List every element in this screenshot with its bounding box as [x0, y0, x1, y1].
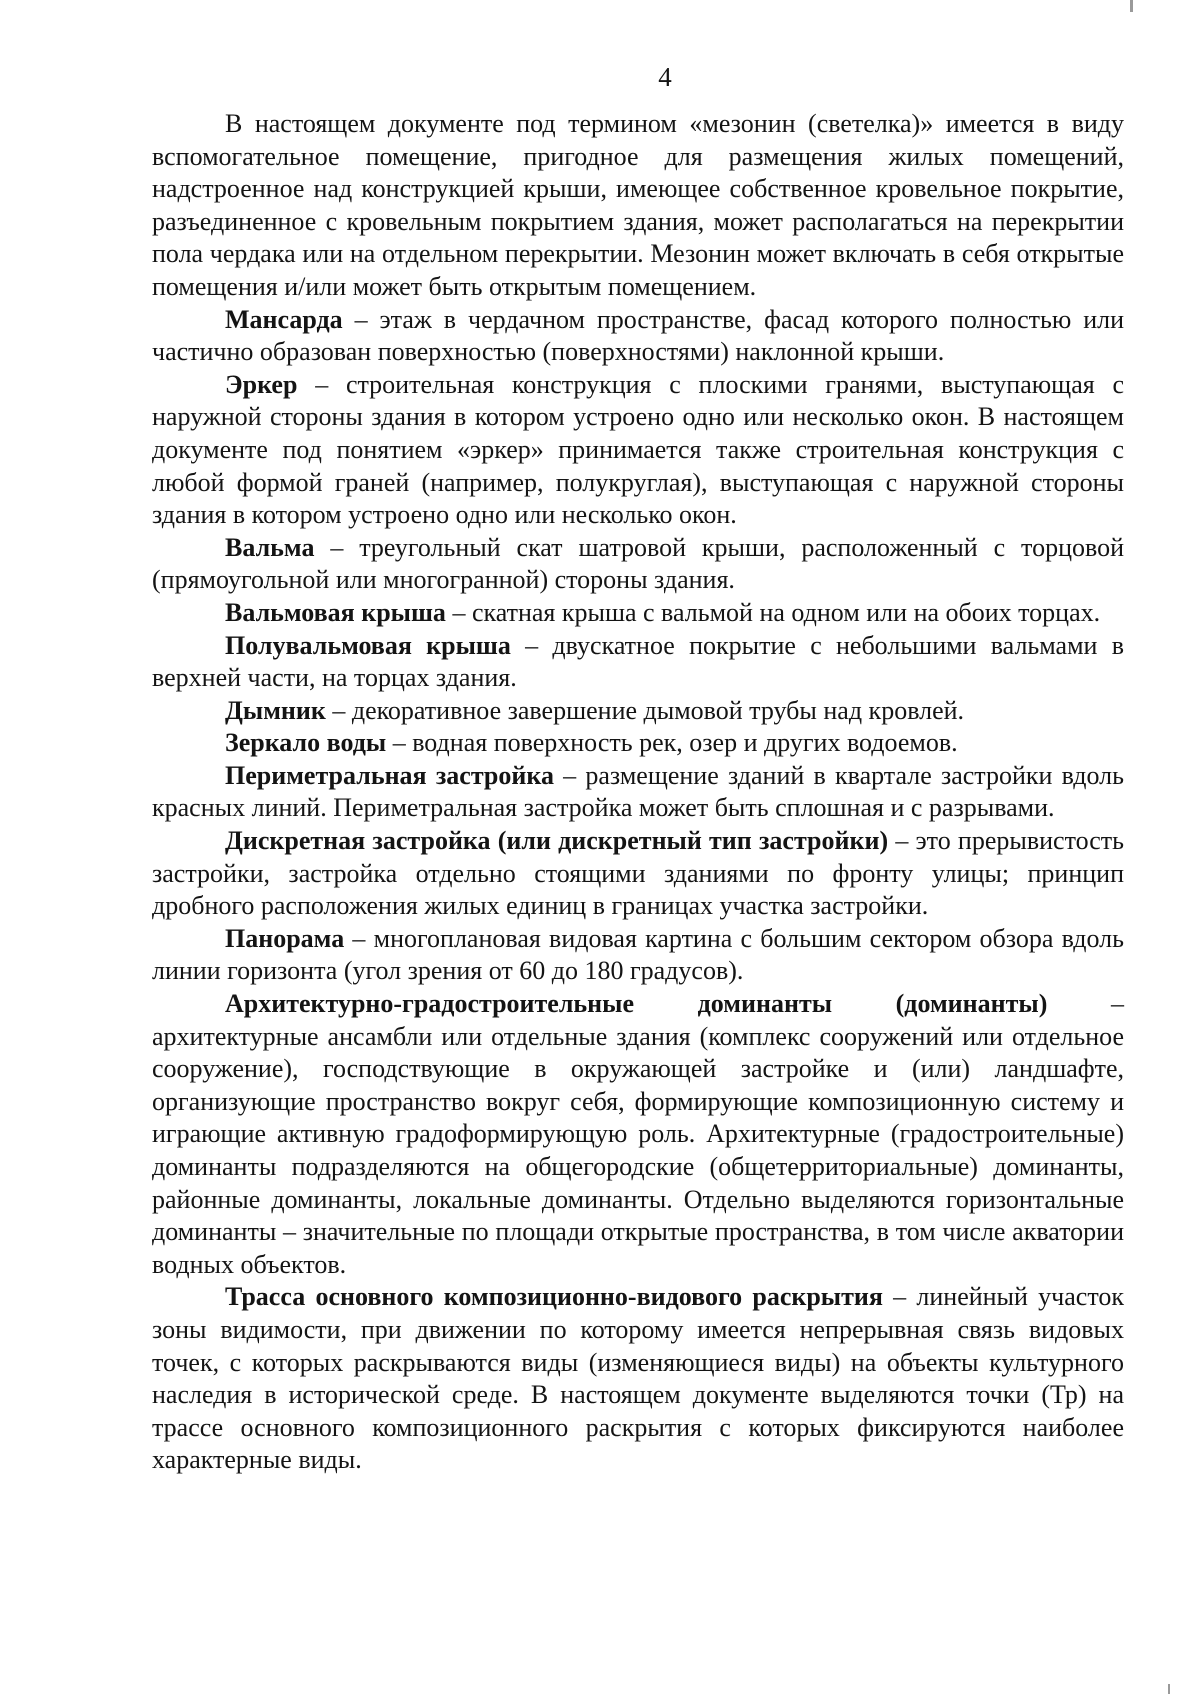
scan-corner-mark [1168, 1684, 1170, 1694]
paragraph-bay-window [152, 369, 1124, 532]
term: Периметральная застройка [225, 760, 554, 790]
paragraph-mansard [152, 304, 1124, 369]
paragraph-view-route [152, 1281, 1124, 1477]
definition: В настоящем документе под термином «мезонин (светелка)» имеется в виду вспомогательное помещение, пригодное для размещения жилых помещений, надстроенное над конструкцией крыши, имеющее собственное кровельное покрытие, разъединенное с кровельным покрытием здания, может располагаться на перекрытии пола чердака или на отдельном перекрытии. Мезонин может включать в себя открытые помещения и/или может быть открытым помещением. [152, 109, 1124, 301]
definition: – водная поверхность рек, озер и других водоемов. [386, 728, 958, 758]
definition: – линейный участок зоны видимости, при движении по которому имеется непрерывная связь видовых точек, с которых раскрываются виды (изменяющиеся виды) на объекты культурного наследия в исторической среде. В настоящем документе выделяются точки (Тр) на трассе основного композиционного раскрытия с которых фиксируются наиболее характерные виды. [152, 1282, 1124, 1475]
paragraph-discrete-development [152, 825, 1124, 923]
term: Эркер [225, 369, 298, 399]
definition: – декоративное завершение дымовой трубы над кровлей. [325, 695, 965, 725]
paragraph-hip [152, 532, 1124, 597]
paragraph-half-hip-roof [152, 630, 1124, 695]
paragraph-dominants [152, 988, 1124, 1281]
definition: – это прерывистость застройки, застройка отдельно стоящими зданиями по фронту улицы; принцип дробного расположения жилых единиц в границах участка застройки. [152, 826, 1124, 921]
term: Дискретная застройка (или дискретный тип застройки) [225, 826, 889, 856]
paragraph-perimeter-development [152, 760, 1124, 825]
definition: – архитектурные ансамбли или отдельные здания (комплекс сооружений или отдельное сооружение), господствующие в окружающей застройке и (или) ландшафте, организующие пространство вокруг себя, формирующие композиционную систему и играющие активную градоформирующую роль. Архитектурные (градостроительные) доминанты подразделяются на общегородские (общетерриториальные) доминанты, районные доминанты, локальные доминанты. Отдельно выделяются горизонтальные доминанты – значительные по площади открытые пространства, в том числе акватории водных объектов. [152, 989, 1124, 1279]
definition: – размещение зданий в квартале застройки вдоль красных линий. Периметральная застройка может быть сплошная и с разрывами. [152, 760, 1125, 823]
term: Зеркало воды [225, 728, 387, 758]
term: Полувальмовая крыша [225, 630, 511, 660]
term: Архитектурно-градостроительные доминанты (доминанты) [225, 989, 1048, 1019]
definition: – двускатное покрытие с небольшими вальмами в верхней части, на торцах здания. [152, 630, 1125, 693]
term: Трасса основного композиционно-видового раскрытия [225, 1282, 883, 1312]
term: Мансарда [225, 304, 343, 334]
paragraph-water-surface [152, 727, 1124, 760]
definition: – этаж в чердачном пространстве, фасад которого полностью или частично образован поверхностью (поверхностями) наклонной крыши. [152, 304, 1124, 367]
definition: – скатная крыша с вальмой на одном или на обоих торцах. [445, 597, 1101, 627]
page-number: 4 [658, 62, 672, 92]
definition: – строительная конструкция с плоскими гранями, выступающая с наружной стороны здания в котором устроено одно или несколько окон. В настоящем документе под понятием «эркер» принимается также строительная конструкция с любой формой граней (например, полукруглая), выступающая с наружной стороны здания в котором устроено одно или несколько окон. [152, 369, 1124, 530]
paragraph-panorama [152, 923, 1124, 988]
scan-edge-mark [1130, 0, 1133, 12]
definition: – многоплановая видовая картина с большим сектором обзора вдоль линии горизонта (угол зрения от 60 до 180 градусов). [152, 923, 1124, 986]
term: Панорама [225, 923, 345, 953]
document-body [152, 108, 1124, 1477]
paragraph-hip-roof [152, 597, 1124, 630]
term: Вальмовая крыша [225, 597, 446, 627]
term: Вальма [225, 532, 315, 562]
definition: – треугольный скат шатровой крыши, расположенный с торцовой (прямоугольной или многогранной) стороны здания. [152, 532, 1124, 595]
term: Дымник [225, 695, 326, 725]
paragraph-chimney-cap [152, 695, 1124, 728]
paragraph-mezzanine [152, 108, 1124, 304]
